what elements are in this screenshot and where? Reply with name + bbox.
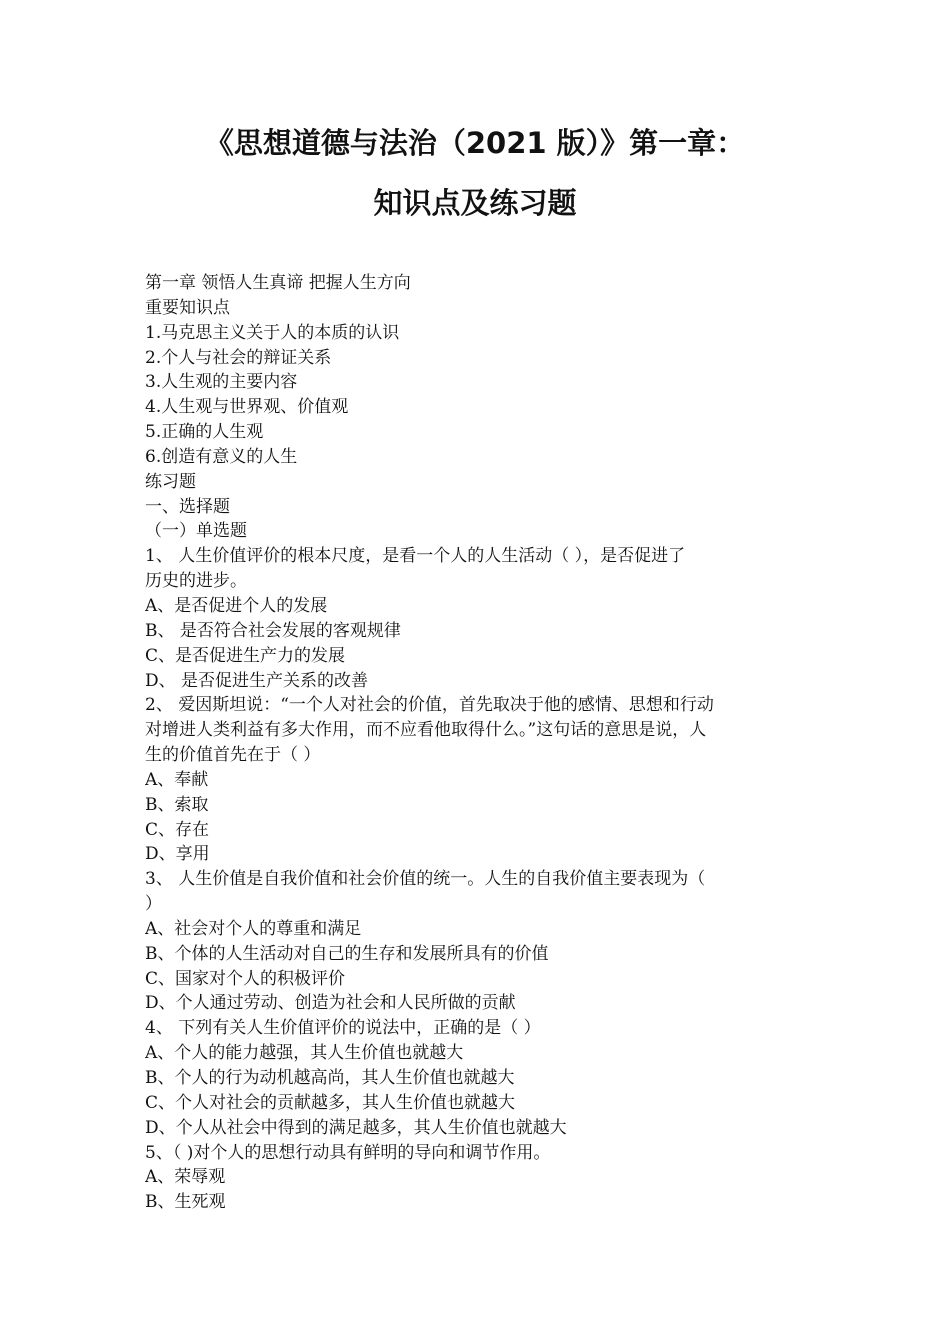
answer-option: C、是否促进生产力的发展 (145, 645, 346, 666)
answer-option: C、国家对个人的积极评价 (145, 968, 346, 989)
answer-option: B、个人的行为动机越高尚，其人生价值也就越大 (145, 1068, 515, 1088)
answer-option: D、个人从社会中得到的满足越多，其人生价值也就越大 (145, 1117, 567, 1138)
answer-option: B、生死观 (145, 1192, 226, 1213)
title-line-1: 《思想道德与法治（2021 版）》第一章： (204, 126, 746, 160)
document-body (145, 271, 810, 1215)
section-heading-key-points: 重要知识点 (145, 297, 230, 318)
subsection-heading-choice: 一、选择题 (145, 496, 230, 517)
key-point-item: 1.马克思主义关于人的本质的认识 (145, 322, 400, 343)
answer-option: A、奉献 (145, 769, 209, 790)
key-point-item: 6.创造有意义的人生 (145, 446, 298, 467)
answer-option: A、荣辱观 (145, 1167, 226, 1188)
question-text: 2、 爱因斯坦说：“一个人对社会的价值，首先取决于他的感情、思想和行动 (145, 695, 714, 716)
question-text: 3、 人生价值是自我价值和社会价值的统一。人生的自我价值主要表现为（ (145, 869, 706, 890)
question-text: 生的价值首先在于（ ） (145, 745, 321, 766)
key-point-item: 4.人生观与世界观、价值观 (145, 397, 349, 418)
question-text: 1、 人生价值评价的根本尺度，是看一个人的人生活动（ ），是否促进了 (145, 546, 686, 567)
answer-option: D、个人通过劳动、创造为社会和人民所做的贡献 (145, 993, 516, 1014)
subsection-heading-single-choice: （一）单选题 (145, 521, 247, 542)
answer-option: C、个人对社会的贡献越多，其人生价值也就越大 (145, 1092, 516, 1113)
answer-option: A、是否促进个人的发展 (145, 595, 328, 616)
key-point-item: 3.人生观的主要内容 (145, 372, 298, 393)
question-text: 5、（ )对个人的思想行动具有鲜明的导向和调节作用。 (145, 1142, 551, 1163)
key-point-item: 2.个人与社会的辩证关系 (145, 347, 332, 368)
question-text: 4、 下列有关人生价值评价的说法中，正确的是（ ） (145, 1018, 541, 1039)
answer-option: A、个人的能力越强，其人生价值也就越大 (145, 1043, 464, 1064)
answer-option: D、享用 (145, 844, 210, 865)
document-title (0, 128, 950, 218)
question-text: ） (145, 894, 162, 915)
answer-option: D、 是否促进生产关系的改善 (145, 670, 369, 691)
chapter-heading: 第一章 领悟人生真谛 把握人生方向 (145, 273, 411, 293)
answer-option: C、存在 (145, 819, 210, 840)
answer-option: A、社会对个人的尊重和满足 (145, 918, 362, 939)
question-text: 对增进人类利益有多大作用，而不应看他取得什么。”这句话的意思是说，人 (145, 720, 707, 741)
question-text: 历史的进步。 (145, 571, 247, 592)
section-heading-exercises: 练习题 (145, 471, 196, 492)
answer-option: B、索取 (145, 794, 209, 815)
answer-option: B、个体的人生活动对自己的生存和发展所具有的价值 (145, 943, 549, 964)
title-line-2: 知识点及练习题 (373, 186, 577, 220)
answer-option: B、 是否符合社会发展的客观规律 (145, 620, 401, 641)
key-point-item: 5.正确的人生观 (145, 422, 264, 443)
